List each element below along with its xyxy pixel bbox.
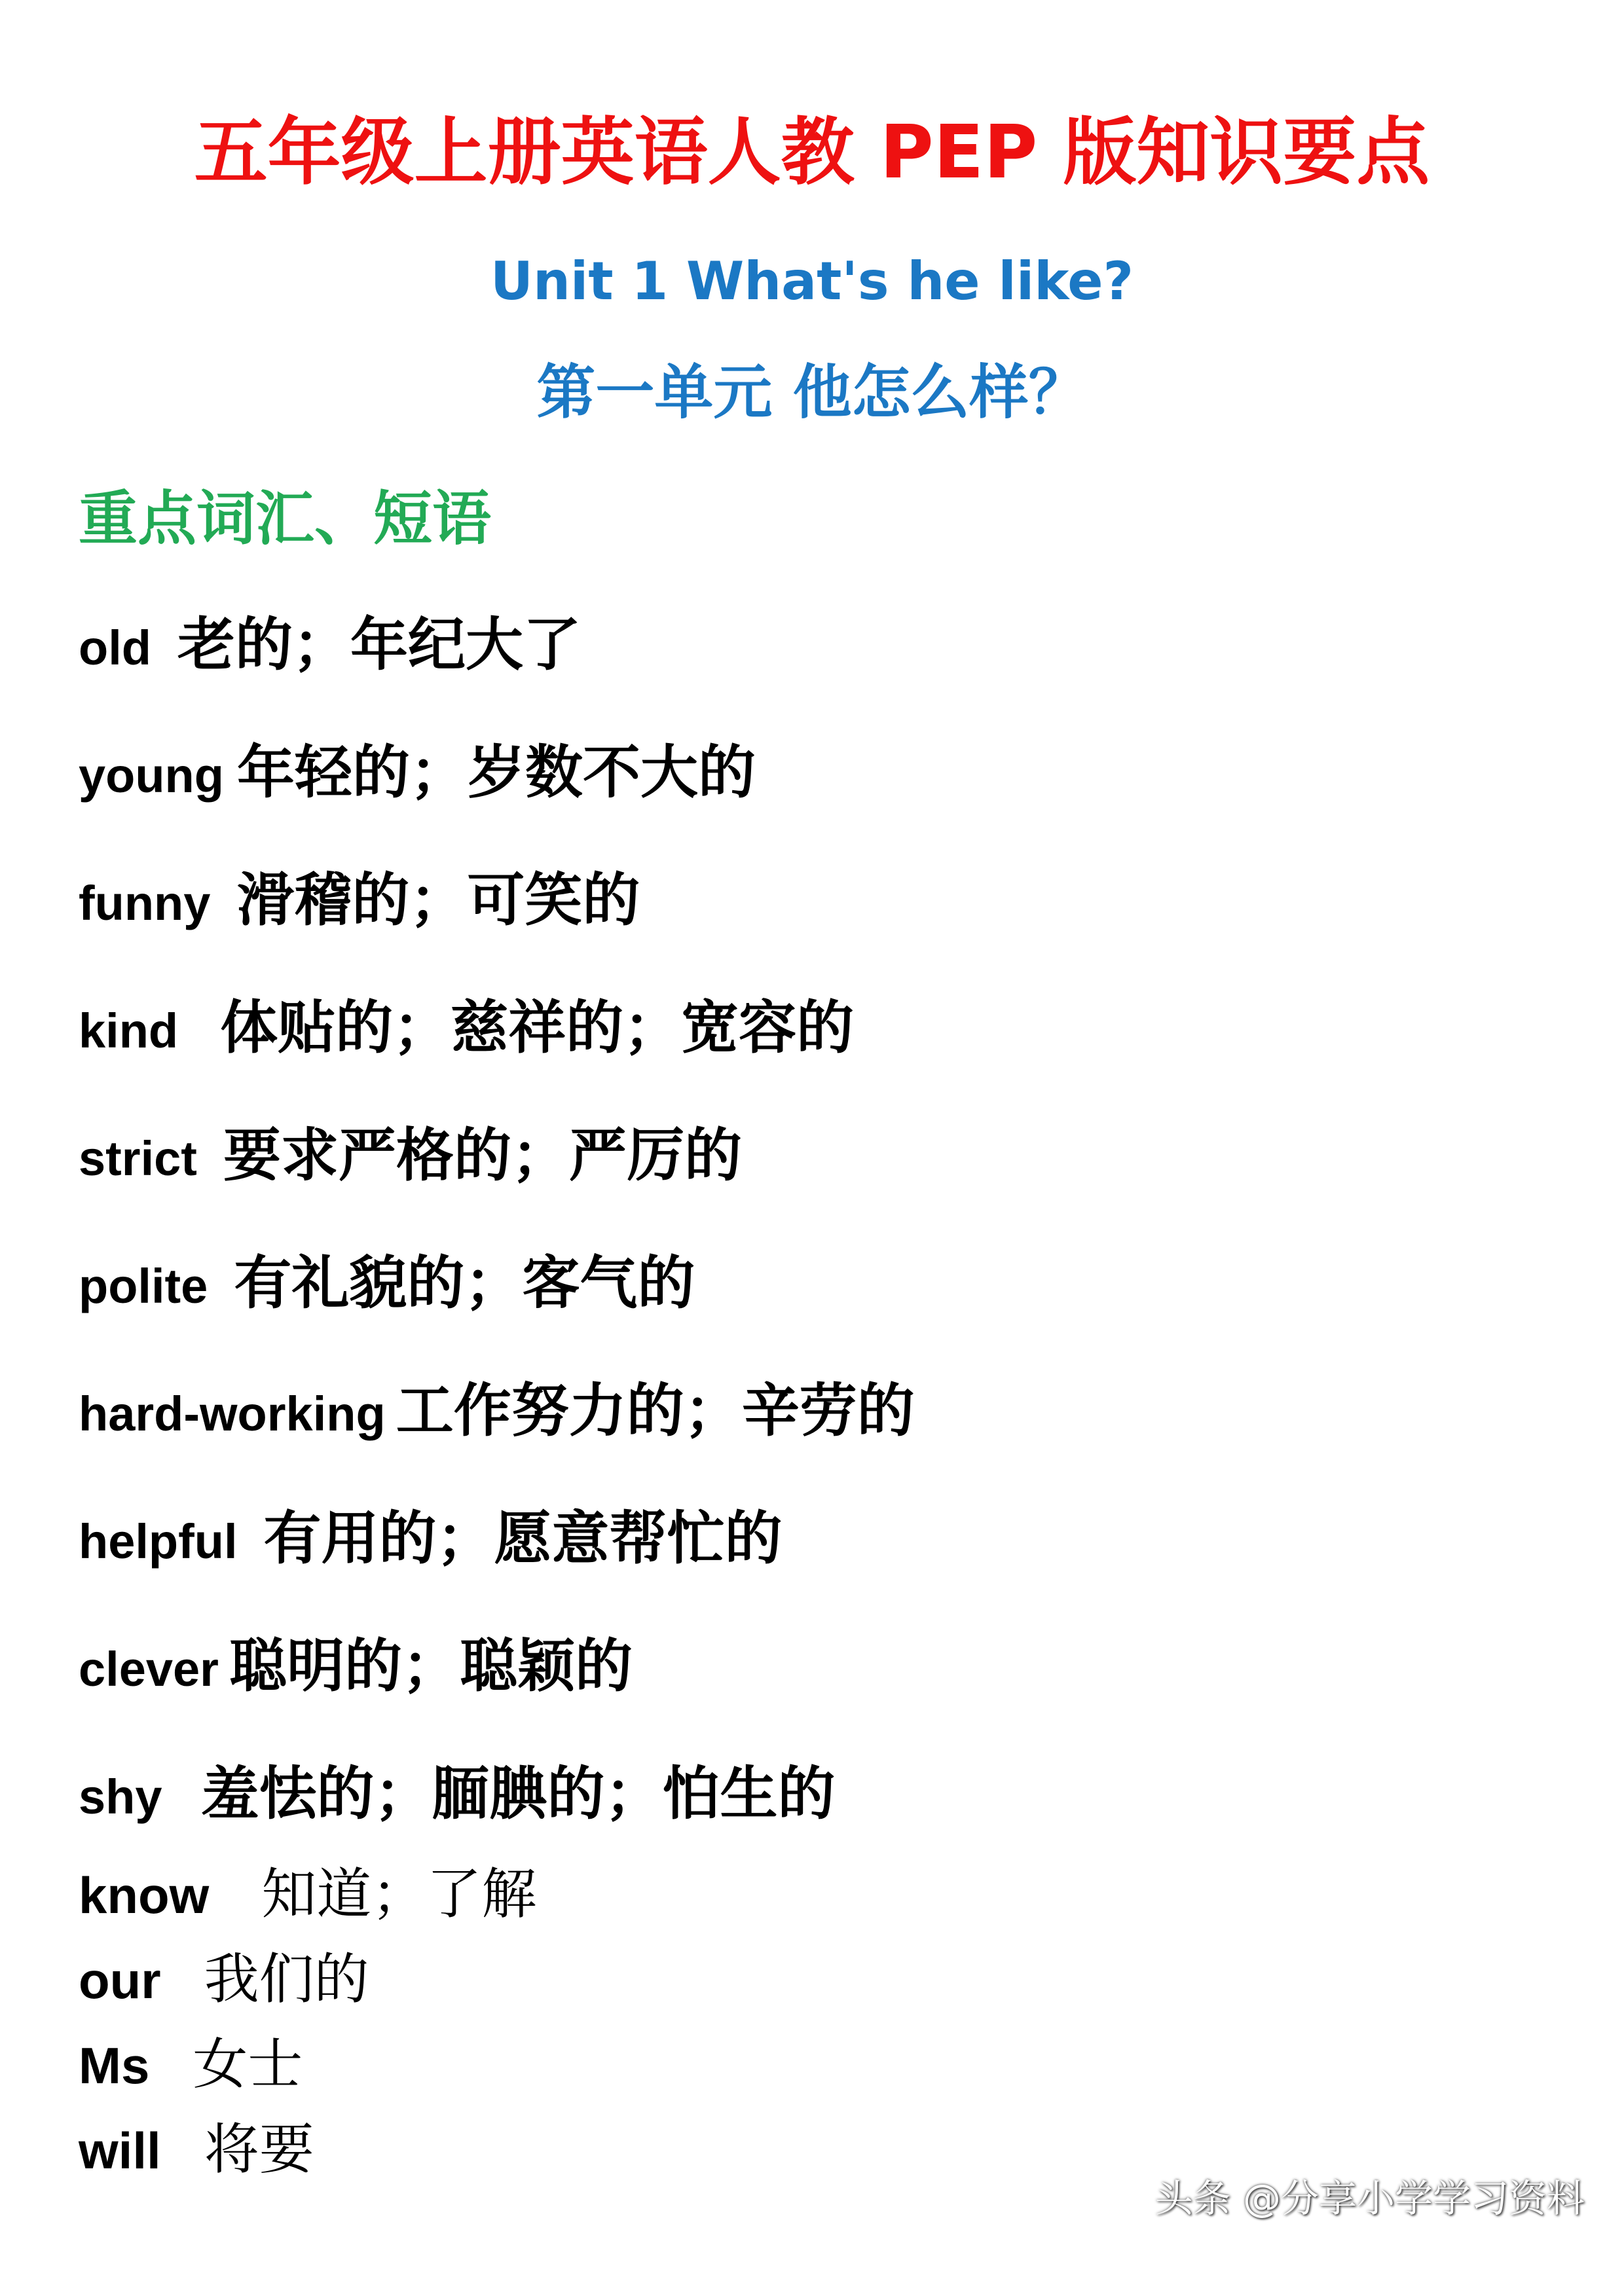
- vocab-item: [79, 1244, 695, 1339]
- vocab-meaning: 工作努力的；辛劳的: [396, 1377, 915, 1444]
- vocab-item: [79, 2028, 303, 2116]
- vocab-meaning: 有用的；愿意帮忙的: [263, 1504, 783, 1572]
- vocab-word: polite: [79, 1259, 208, 1313]
- vocab-meaning: 聪明的；聪颖的: [229, 1632, 633, 1700]
- document-title: 五年级上册英语人教 PEP 版知识要点: [194, 110, 1430, 195]
- vocab-meaning: 老的；年纪大了: [177, 611, 581, 678]
- unit-title-chinese: 第一单元 他怎么样？: [536, 358, 1088, 427]
- vocab-item: [79, 1627, 633, 1722]
- vocab-item: [79, 1755, 836, 1850]
- vocab-item: [79, 606, 581, 701]
- vocab-meaning: 将要: [204, 2117, 314, 2181]
- unit-title-english: Unit 1 What's he like?: [490, 251, 1134, 312]
- vocab-item: [79, 1372, 915, 1467]
- vocab-item: [79, 861, 640, 956]
- vocab-meaning: 有礼貌的；客气的: [234, 1249, 695, 1317]
- vocab-word: young: [79, 748, 224, 803]
- vocab-meaning: 滑稽的；可笑的: [236, 866, 640, 934]
- vocab-item: [79, 2113, 314, 2201]
- vocab-item: [79, 733, 756, 828]
- vocab-meaning: 羞怯的；腼腆的；怕生的: [201, 1760, 836, 1827]
- vocab-word: funny: [79, 876, 211, 930]
- vocab-word: strict: [79, 1131, 197, 1186]
- vocab-meaning: 知道；了解: [261, 1862, 537, 1926]
- vocab-item: [79, 989, 854, 1084]
- vocab-word: will: [79, 2122, 161, 2179]
- vocab-item: [79, 1943, 369, 2031]
- vocab-meaning: 年轻的；岁数不大的: [236, 738, 756, 806]
- vocab-meaning: 我们的: [204, 1947, 369, 2011]
- vocab-meaning: 女士: [193, 2032, 303, 2096]
- vocab-item: [79, 1499, 783, 1594]
- vocab-word: shy: [79, 1770, 162, 1824]
- vocab-word: know: [79, 1867, 210, 1924]
- vocab-word: clever: [79, 1642, 219, 1696]
- vocab-meaning: 体贴的；慈祥的；宽容的: [220, 994, 855, 1061]
- vocab-item: [79, 1858, 536, 1946]
- vocab-word: helpful: [79, 1514, 238, 1569]
- vocab-word: old: [79, 621, 151, 675]
- section-heading: 重点词汇、短语: [79, 484, 491, 553]
- vocab-word: hard-working: [79, 1387, 386, 1441]
- vocab-word: our: [79, 1952, 161, 2009]
- vocab-meaning: 要求严格的；严厉的: [223, 1121, 742, 1189]
- vocab-word: Ms: [79, 2037, 150, 2094]
- vocab-word: kind: [79, 1004, 179, 1058]
- watermark: 头条 @分享小学学习资料: [1154, 2176, 1585, 2221]
- vocab-item: [79, 1116, 742, 1211]
